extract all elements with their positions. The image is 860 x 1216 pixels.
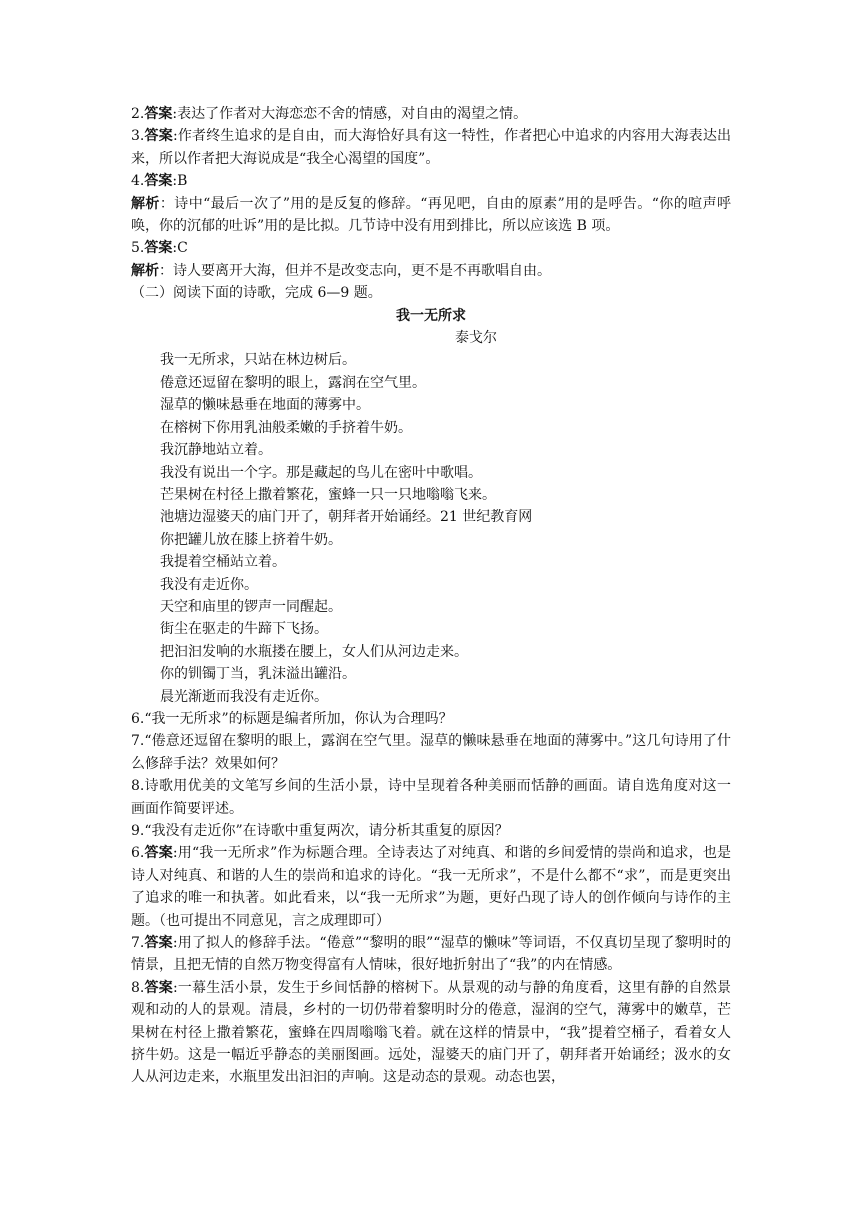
poem-author: 泰戈尔	[455, 330, 497, 347]
poem-line: 芒果树在村径上撒着繁花，蜜蜂一只一只地嗡嗡飞来。	[160, 486, 496, 503]
answer-label: 答案	[144, 240, 173, 257]
answer-6: 6.答案:用“我一无所求”作为标题合理。全诗表达了对纯真、和谐的乡间爱情的崇尚和追求，也是诗人对纯真、和谐的人生的崇尚和追求的诗化。“我一无所求”，不是什么都不“求”，而是更突出了追求的唯一和执著。如此看来，以“我一无所求”为题，更好凸现了诗人的创作倾向与诗作的主题。（也可提出不同意见，言之成理即可）	[131, 845, 731, 929]
answer-label: 答案	[144, 845, 173, 862]
question-6: 6.“我一无所求”的标题是编者所加，你认为合理吗？	[131, 710, 453, 727]
answer-label: 答案	[144, 128, 173, 145]
poem-line: 你把罐儿放在膝上挤着牛奶。	[160, 531, 342, 548]
poem-line: 街尘在驱走的牛蹄下飞扬。	[160, 621, 328, 638]
analysis-5: 解析：诗人要离开大海，但并不是改变志向，更不是不再歌唱自由。	[131, 262, 551, 279]
poem-line: 晨光渐逝而我没有走近你。	[160, 688, 328, 705]
poem-line: 我沉静地站立着。	[160, 442, 272, 459]
answer-4: 4.答案:B	[131, 173, 188, 190]
poem-line: 你的钏镯丁当，乳沫溢出罐沿。	[160, 666, 356, 683]
poem-line: 在榕树下你用乳油般柔嫩的手挤着牛奶。	[160, 419, 412, 436]
document-body	[131, 103, 731, 1089]
poem-line: 池塘边湿婆天的庙门开了，朝拜者开始诵经。21 世纪教育网	[160, 509, 533, 526]
question-9: 9.“我没有走近你”在诗歌中重复两次，请分析其重复的原因？	[131, 823, 509, 839]
section-intro: （二）阅读下面的诗歌，完成 6—9 题。	[131, 285, 382, 302]
answer-3: 3.答案:作者终生追求的是自由，而大海恰好具有这一特性，作者把心中追求的内容用大海表达出来，所以作者把大海说成是“我全心渴望的国度”。	[131, 128, 732, 167]
answer-label: 答案	[144, 173, 173, 190]
poem-line: 天空和庙里的锣声一同醒起。	[160, 598, 342, 615]
answer-2: 2.答案:表达了作者对大海恋恋不舍的情感，对自由的渴望之情。	[131, 106, 528, 122]
answer-label: 答案	[144, 979, 173, 996]
question-8: 8.诗歌用优美的文笔写乡间的生活小景，诗中呈现着各种美丽而恬静的画面。请自选角度对这一画面作简要评述。	[131, 778, 731, 817]
poem-line: 我没有走近你。	[160, 576, 258, 593]
answer-label: 答案	[144, 935, 173, 952]
poem-line: 把汩汩发响的水瓶搂在腰上，女人们从河边走来。	[160, 643, 468, 660]
question-7: 7.“倦意还逗留在黎明的眼上，露润在空气里。湿草的懒味悬垂在地面的薄雾中。”这几句诗用了什么修辞手法？效果如何？	[131, 733, 731, 772]
analysis-4: 解析：诗中“最后一次了”用的是反复的修辞。“再见吧，自由的原素”用的是呼告。“你的喧声呼唤，你的沉郁的吐诉”用的是比拟。几节诗中没有用到排比，所以应该选 B 项。	[131, 195, 731, 235]
poem-line: 我没有说出一个字。那是藏起的鸟儿在密叶中歌唱。	[160, 464, 482, 481]
poem-line: 倦意还逗留在黎明的眼上，露润在空气里。	[160, 374, 426, 391]
poem-line: 我一无所求，只站在林边树后。	[160, 352, 356, 369]
poem-line: 我提着空桶站立着。	[160, 554, 286, 571]
poem-title: 我一无所求	[396, 307, 466, 324]
poem-body	[131, 349, 731, 708]
answer-7: 7.答案:用了拟人的修辞手法。“倦意”“黎明的眼”“湿草的懒味”等词语，不仅真切呈现了黎明时的情景，且把无情的自然万物变得富有人情味，很好地折射出了“我”的内在情感。	[131, 935, 731, 974]
poem-line: 湿草的懒味悬垂在地面的薄雾中。	[160, 397, 370, 414]
answer-5: 5.答案:C	[131, 240, 188, 257]
answer-8: 8.答案:一幕生活小景，发生于乡间恬静的榕树下。从景观的动与静的角度看，这里有静的自然景观和动的人的景观。清晨，乡村的一切仍带着黎明时分的倦意，湿润的空气，薄雾中的嫩草，芒果树在村径上撒着繁花，蜜蜂在四周嗡嗡飞着。就在这样的情景中，“我”提着空桶子，看着女人挤牛奶。这是一幅近乎静态的美丽图画。远处，湿婆天的庙门开了，朝拜者开始诵经；汲水的女人从河边走来，水瓶里发出汩汩的声响。这是动态的景观。动态也罢，	[131, 979, 732, 1086]
answer-label: 答案	[144, 106, 173, 122]
analysis-label: 解析	[131, 262, 159, 279]
analysis-label: 解析	[131, 195, 160, 212]
